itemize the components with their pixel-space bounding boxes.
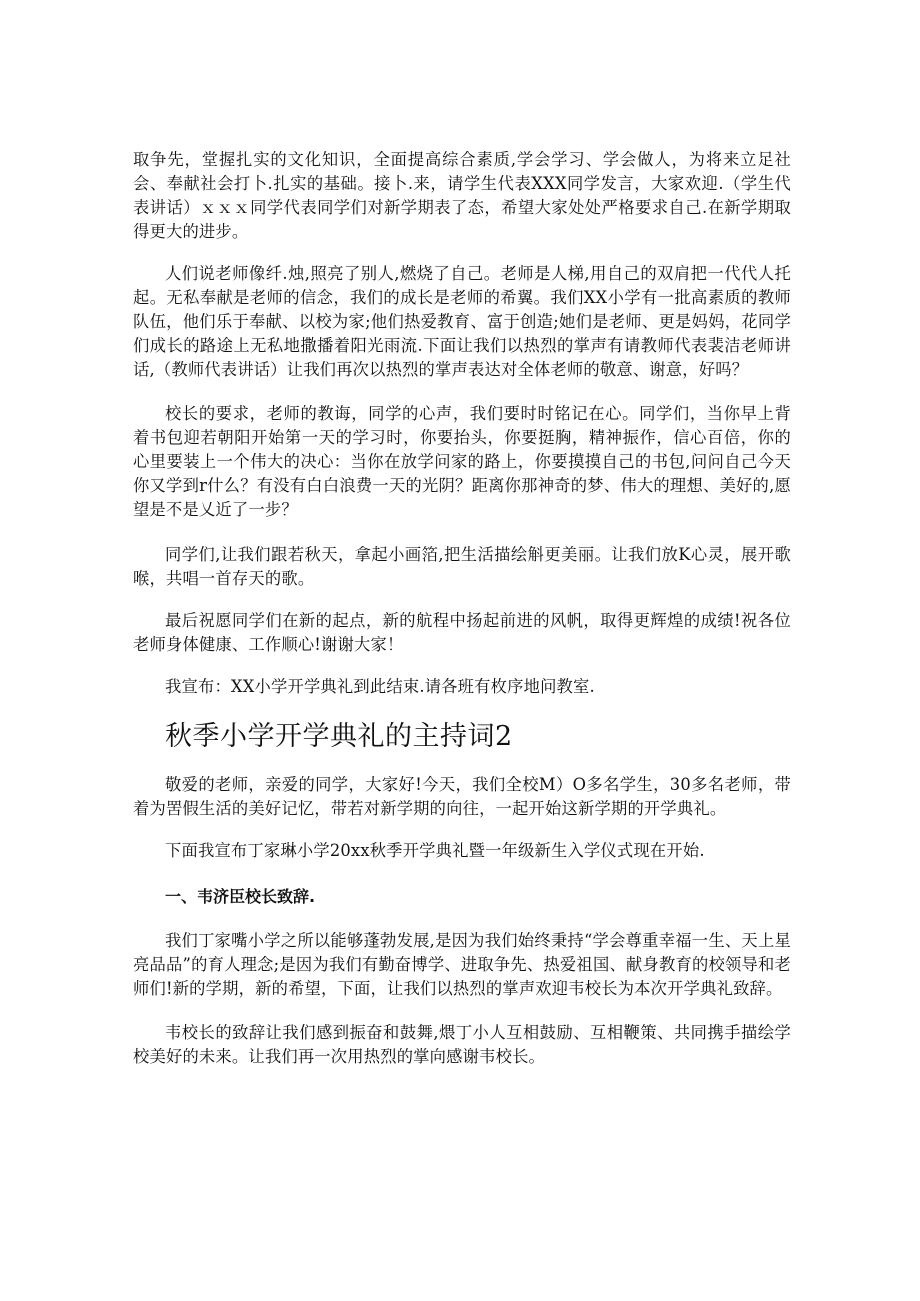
- paragraph: 我们丁家嘴小学之所以能够蓬勃发展,是因为我们始终秉持“学会尊重幸福一生、天上星亮品品”的育人理念;是因为我们有勤奋博学、进取争先、热爱祖国、献身教育的校领导和老师们!新的学期，新的希望，下面，让我们以热烈的掌声欢迎韦校长为本次开学典礼致辞。: [133, 931, 791, 998]
- paragraph: 敬爱的老师，亲爱的同学，大家好!今天，我们全校M）O多名学生，30多名老师，带着为罟假生活的美好记忆，带若对新学期的向往，一起开始这新学期的开学典礼。: [133, 775, 791, 818]
- paragraph: 同学们,让我们跟若秋天，拿起小画箔,把生活描绘斛更美丽。让我们放K心灵，展开歌喉，共唱一首存天的歌。: [133, 545, 791, 588]
- subheading: 一、韦济臣校长致辞.: [165, 887, 316, 906]
- section-title: 秋季小学开学典礼的主持词2: [165, 721, 513, 752]
- paragraph: 我宣布：XX小学开学典礼到此结束.请各班有枚序地问教室.: [165, 677, 595, 696]
- paragraph: 校长的要求，老师的教诲，同学的心声，我们要时时铭记在心。同学们，当你早上背着书包迎若朝阳开始第一天的学习时，你要抬头，你要挺胸，精神振作，信心百倍，你的心里要装上一个伟大的决心：当你在放学问家的路上，你要摸摸自己的书包,问问自己今天你又学到r什么？有没有白白浪费一天的光阴？距离你那神奇的梦、伟大的理想、美好的,愿望是不是乂近了一步？: [133, 404, 791, 519]
- paragraph: 人们说老师像纤.烛,照亮了别人,燃烧了自己。老师是人梯,用自己的双肩把一代代人托起。无私奉献是老师的信念，我们的成长是老师的希翼。我们XX小学有一批高素质的教师队伍，他们乐于奉献、以校为家;他们热爱教育、富于创造;她们是老师、更是妈妈，花同学们成长的路途上无私地撒播着阳光雨流.下面让我们以热烈的掌声有请教师代表裴洁老师讲话,（教师代表讲话）让我们再次以热烈的掌声表达对全体老师的敬意、谢意，好吗？: [133, 264, 791, 379]
- paragraph: 取争先，堂握扎实的文化知识，全面提高综合素质,学会学习、学会做人，为将来立足社会、奉献社会打卜.扎实的基础。接卜.来，请学生代表XXX同学发言，大家欢迎.（学生代表讲话）ｘｘｘ同学代表同学们对新学期表了态，希望大家处处严格要求自己.在新学期取得更大的进步。: [133, 150, 791, 241]
- paragraph: 韦校长的致辞让我们感到振奋和鼓舞,煨丁小人互相鼓励、互相鞭策、共同携手描绘学校美好的未来。让我们再一次用热烈的掌向感谢韦校长。: [133, 1023, 791, 1066]
- paragraph: 最后祝愿同学们在新的起点，新的航程中扬起前进的风帆，取得更辉煌的成绩!祝各位老师身体健康、工作顺心!谢谢大家！: [133, 611, 791, 654]
- paragraph: 下面我宣布丁家琳小学20xx秋季开学典礼暨一年级新生入学仪式现在开始.: [165, 841, 705, 860]
- document-body: [133, 148, 791, 1069]
